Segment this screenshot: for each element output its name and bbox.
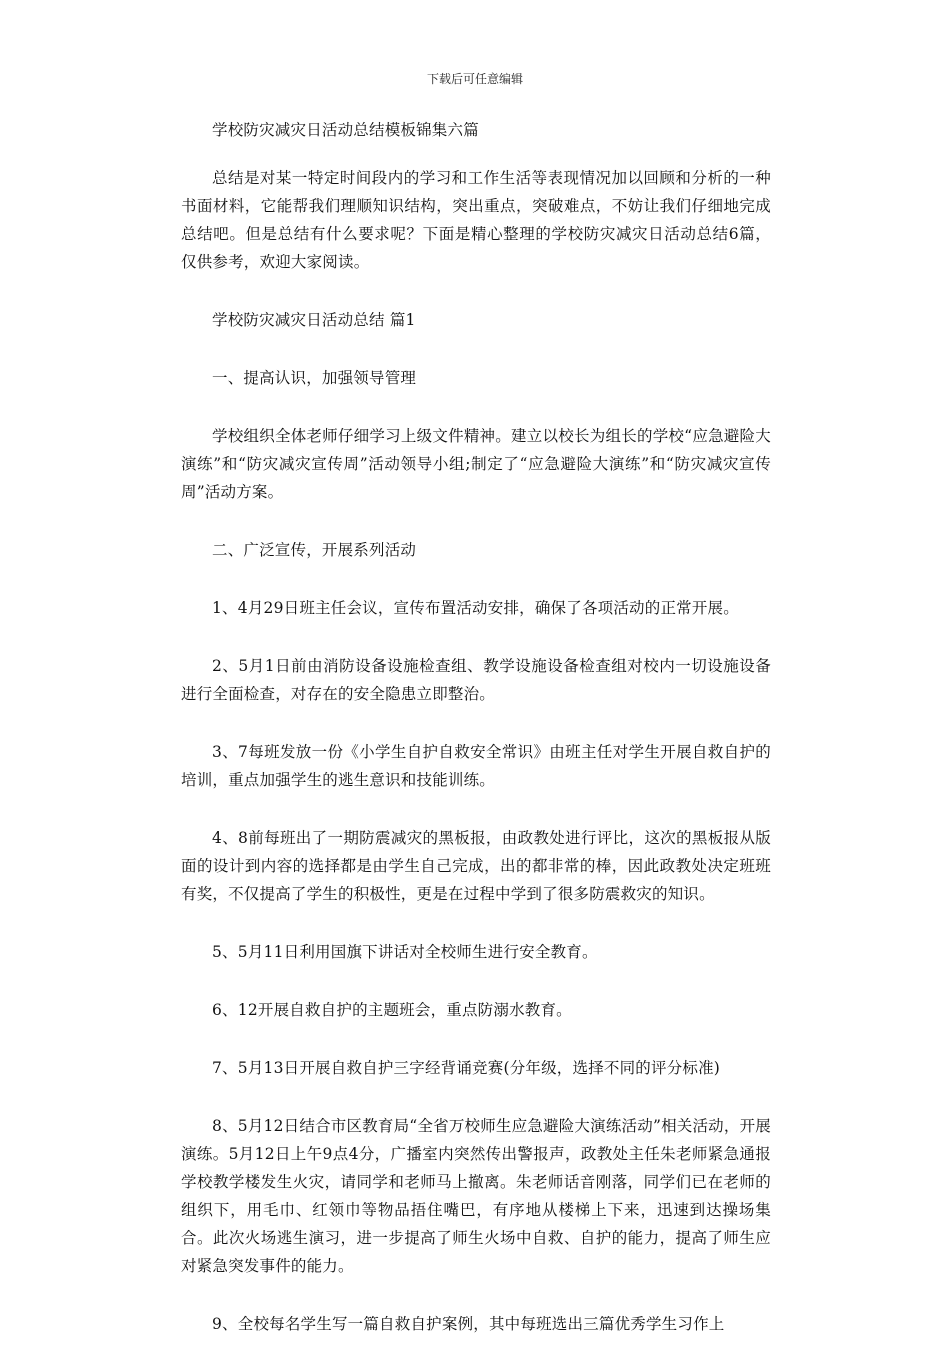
intro-paragraph: 总结是对某一特定时间段内的学习和工作生活等表现情况加以回顾和分析的一种书面材料，它能帮我们理顺知识结构，突出重点，突破难点，不妨让我们仔细地完成总结吧。但是总结有什么要求呢？下面是精心整理的学校防灾减灾日活动总结6篇，仅供参考，欢迎大家阅读。	[181, 169, 771, 271]
section-heading: 学校防灾减灾日活动总结 篇1	[212, 311, 416, 329]
list-item: 2、5月1日前由消防设备设施检查组、教学设施设备检查组对校内一切设施设备进行全面检查，对存在的安全隐患立即整治。	[181, 657, 771, 703]
list-item: 4、8前每班出了一期防震减灾的黑板报，由政教处进行评比，这次的黑板报从版面的设计到内容的选择都是由学生自己完成，出的都非常的棒，因此政教处决定班班有奖，不仅提高了学生的积极性，更是在过程中学到了很多防震救灾的知识。	[181, 829, 771, 903]
list-item: 8、5月12日结合市区教育局“全省万校师生应急避险大演练活动”相关活动，开展演练。5月12日上午9点4分，广播室内突然传出警报声，政教处主任朱老师紧急通报学校教学楼发生火灾，请同学和老师马上撤离。朱老师话音刚落，同学们已在老师的组织下，用毛巾、红领巾等物品捂住嘴巴，有序地从楼梯上下来，迅速到达操场集合。此次火场逃生演习，进一步提高了师生火场中自救、自护的能力，提高了师生应对紧急突发事件的能力。	[181, 1117, 771, 1275]
list-item: 1、4月29日班主任会议，宣传布置活动安排，确保了各项活动的正常开展。	[212, 599, 739, 617]
body-paragraph: 学校组织全体老师仔细学习上级文件精神。建立以校长为组长的学校“应急避险大演练”和“防灾减灾宣传周”活动领导小组;制定了“应急避险大演练”和“防灾减灾宣传周”活动方案。	[181, 427, 771, 501]
download-note: 下载后可任意编辑	[426, 72, 523, 86]
subheading: 二、广泛宣传，开展系列活动	[212, 541, 417, 559]
document-body	[181, 116, 771, 1368]
list-item: 9、全校每名学生写一篇自救自护案例，其中每班选出三篇优秀学生习作上	[212, 1315, 725, 1333]
list-item: 5、5月11日利用国旗下讲话对全校师生进行安全教育。	[212, 943, 598, 961]
list-item: 7、5月13日开展自救自护三字经背诵竞赛(分年级，选择不同的评分标准)	[212, 1059, 721, 1077]
list-item: 6、12开展自救自护的主题班会，重点防溺水教育。	[212, 1001, 572, 1019]
list-item: 3、7每班发放一份《小学生自护自救安全常识》由班主任对学生开展自救自护的培训，重点加强学生的逃生意识和技能训练。	[181, 743, 771, 789]
document-title: 学校防灾减灾日活动总结模板锦集六篇	[212, 121, 479, 139]
subheading: 一、提高认识，加强领导管理	[212, 369, 417, 387]
